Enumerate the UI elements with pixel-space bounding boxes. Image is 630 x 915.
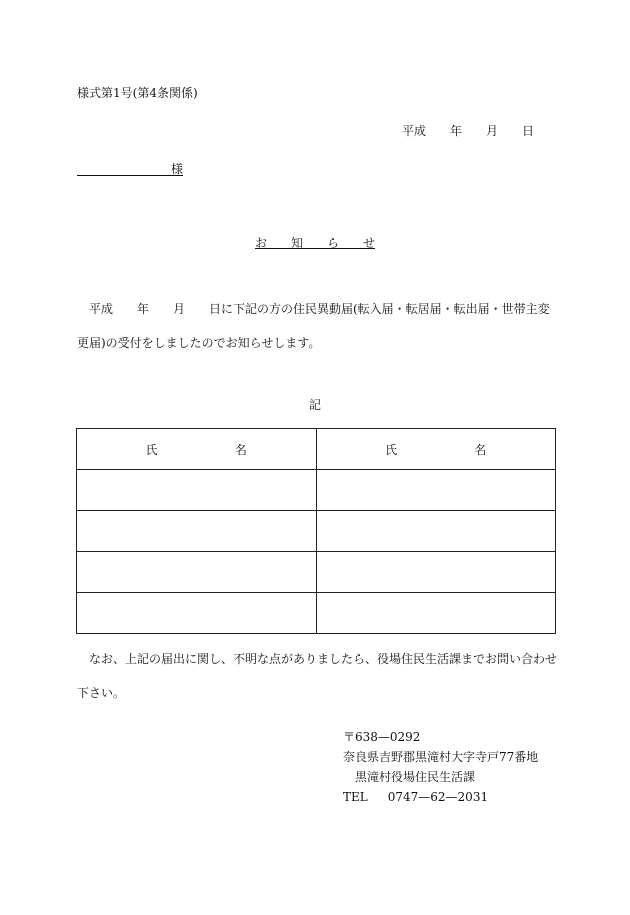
table-row bbox=[77, 470, 556, 511]
body-paragraph: 平成 年 月 日に下記の方の住民異動届(転入届・転居届・転出届・世帯主変更届)の受付をしましたのでお知らせします。 bbox=[77, 302, 550, 350]
name-cell bbox=[77, 511, 317, 552]
header-cell-right bbox=[316, 429, 556, 470]
table-row bbox=[77, 552, 556, 593]
note-paragraph: なお、上記の届出に関し、不明な点がありましたら、役場住民生活課までお問い合わせ下さい。 bbox=[77, 652, 558, 700]
name-cell bbox=[316, 552, 556, 593]
name-cell bbox=[77, 470, 317, 511]
name-cell bbox=[316, 470, 556, 511]
header-right-second: 名 bbox=[474, 442, 487, 457]
addressee-line bbox=[77, 160, 183, 176]
date-day: 日 bbox=[522, 124, 535, 138]
page-title bbox=[0, 234, 630, 251]
name-cell bbox=[77, 593, 317, 634]
contact-address bbox=[343, 727, 538, 807]
header-cell-left bbox=[77, 429, 317, 470]
date-era: 平成 bbox=[402, 124, 427, 138]
date-year: 年 bbox=[450, 124, 463, 138]
date-line bbox=[402, 122, 534, 139]
page-title-text: お 知 ら せ bbox=[254, 236, 375, 250]
ki-label: 記 bbox=[308, 398, 321, 412]
telephone bbox=[343, 787, 538, 807]
addressee-honorific: 様 bbox=[170, 162, 183, 176]
header-left-first: 氏 bbox=[145, 442, 158, 457]
table-row bbox=[77, 593, 556, 634]
name-cell bbox=[77, 552, 317, 593]
date-month: 月 bbox=[486, 124, 499, 138]
postal-code: 〒638—0292 bbox=[343, 730, 421, 744]
name-cell bbox=[316, 593, 556, 634]
table-row bbox=[77, 511, 556, 552]
form-number: 様式第1号(第4条関係) bbox=[77, 86, 198, 100]
header-right-first: 氏 bbox=[385, 442, 398, 457]
street-address: 奈良県吉野郡黒滝村大字寺戸77番地 bbox=[343, 750, 539, 764]
name-cell bbox=[316, 511, 556, 552]
table-header-row bbox=[77, 429, 556, 470]
office-name: 黒滝村役場住民生活課 bbox=[355, 770, 476, 784]
names-table bbox=[76, 428, 556, 634]
tel-number: 0747—62—2031 bbox=[387, 790, 489, 804]
tel-label: TEL bbox=[343, 790, 368, 804]
header-left-second: 名 bbox=[234, 442, 247, 457]
